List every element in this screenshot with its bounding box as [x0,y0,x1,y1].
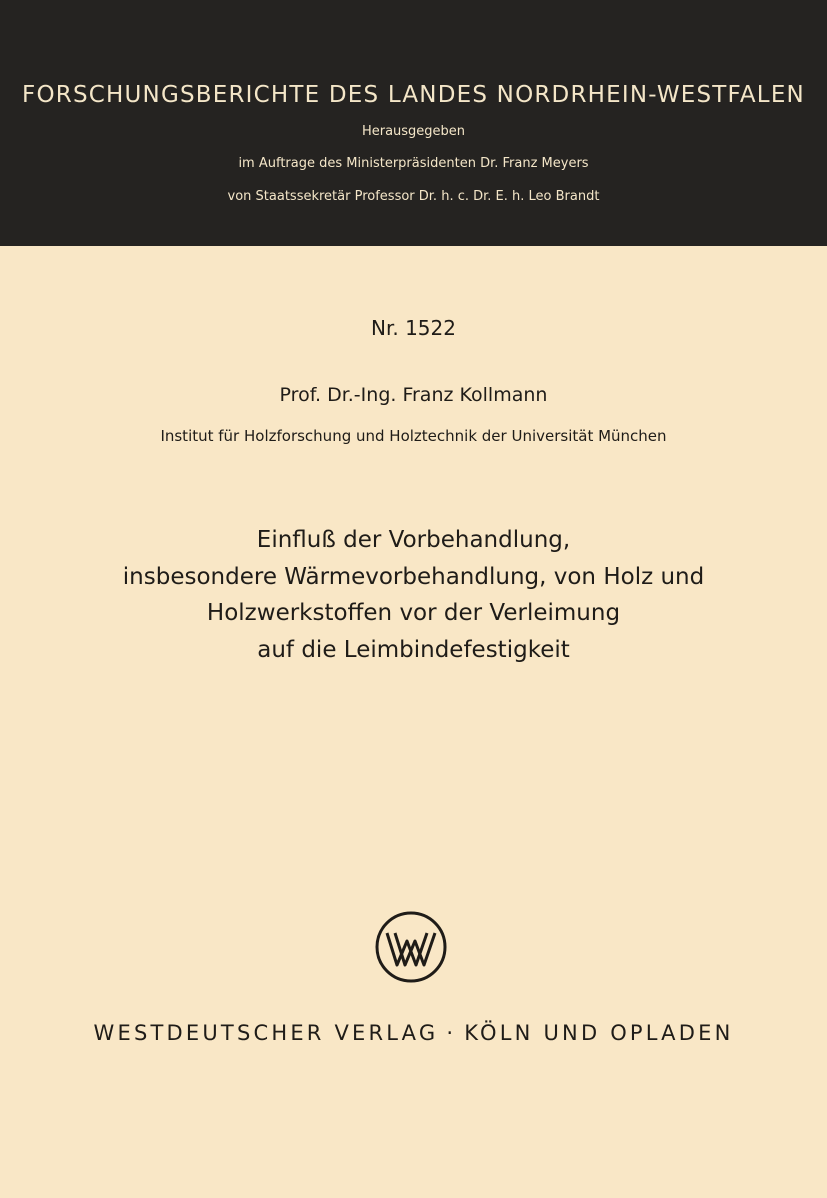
editor-line-commission: im Auftrage des Ministerpräsidenten Dr. Franz Meyers [238,156,589,171]
author-name: Prof. Dr.-Ing. Franz Kollmann [279,384,548,406]
series-header-band [0,0,827,246]
editor-line-editor: von Staatssekretär Professor Dr. h. c. Dr. E. h. Leo Brandt [227,189,600,204]
publisher-separator: · [446,1021,457,1045]
title-line-2: insbesondere Wärmevorbehandlung, von Holz und [122,563,705,590]
publisher-location: KÖLN UND OPLADEN [464,1021,734,1045]
institute-name: Institut für Holzforschung und Holztechnik der Universität München [160,427,667,445]
report-number: Nr. 1522 [371,316,456,340]
publisher-logo-icon [373,909,449,985]
title-line-1: Einfluß der Vorbehandlung, [256,527,571,553]
report-title [0,522,827,668]
publisher-line [0,1021,827,1045]
publisher-logo-svg [373,909,449,985]
title-line-3: Holzwerkstoffen vor der Verleimung [206,600,621,626]
editor-line-published: Herausgegeben [361,124,466,139]
series-title: FORSCHUNGSBERICHTE DES LANDES NORDRHEIN-WESTFALEN [22,82,805,108]
title-line-4: auf die Leimbindefestigkeit [257,636,570,663]
publisher-name: WESTDEUTSCHER VERLAG [93,1021,439,1045]
